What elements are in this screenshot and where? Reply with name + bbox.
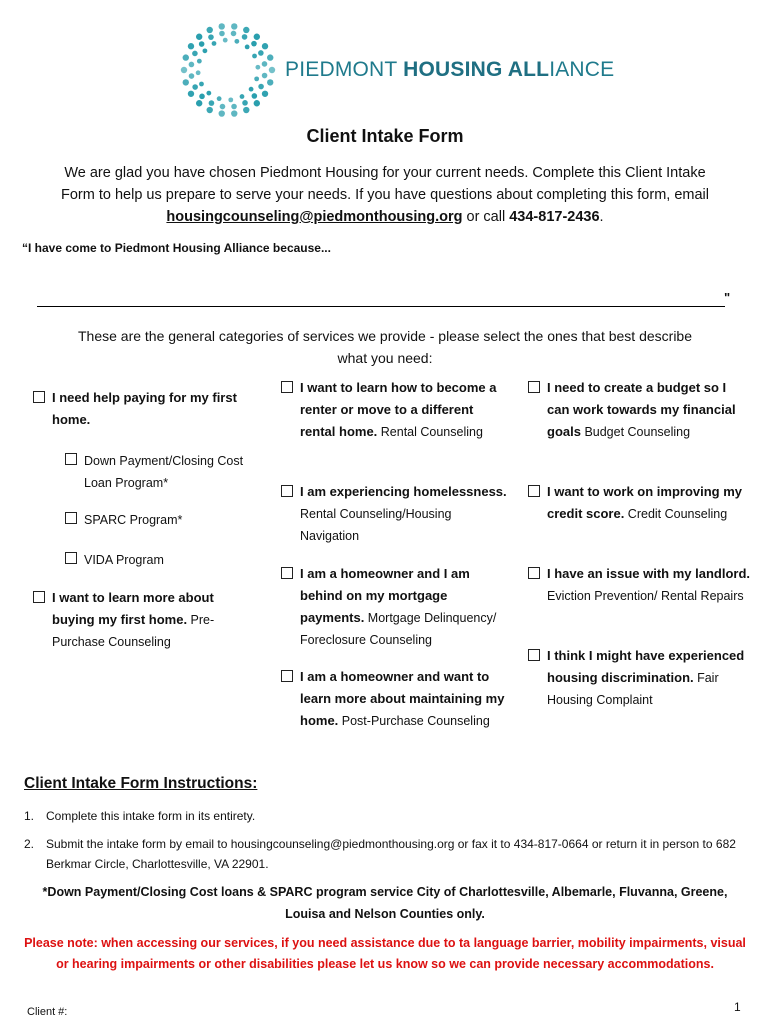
intro-paragraph: We are glad you have chosen Piedmont Housing for your current needs. Complete this Client Intake Form to help us prepare to serve your needs. If you have questions about completing this form, email housingcounseling@piedmonthousing.org or call 434-817-2436. <box>60 165 709 225</box>
logo-dot <box>192 51 198 57</box>
logo-dot <box>207 27 213 33</box>
logo-dot <box>217 96 222 101</box>
logo-dot <box>223 38 228 43</box>
logo-dot <box>267 54 273 60</box>
checkbox-maintain[interactable] <box>281 670 293 682</box>
logo-dot <box>242 34 248 40</box>
logo-dot <box>192 84 198 90</box>
logo-dot <box>254 100 260 106</box>
logo-dot <box>258 50 264 56</box>
page-number: 1 <box>734 1000 741 1014</box>
logo-dot <box>199 41 205 47</box>
logo-dot <box>252 54 257 59</box>
logo-dot <box>231 23 237 29</box>
contact-phone: 434-817-2436 <box>509 209 600 225</box>
logo-dot <box>206 91 211 96</box>
logo-dot <box>252 93 258 99</box>
option-down-payment: Down Payment/Closing Cost Loan Program* <box>84 454 244 490</box>
option-vida: VIDA Program <box>84 553 164 567</box>
checkbox-first-home[interactable] <box>33 391 45 403</box>
logo-dot <box>231 31 237 37</box>
logo-dot <box>262 91 268 97</box>
checkbox-homeless[interactable] <box>281 485 293 497</box>
logo-dot <box>188 91 194 97</box>
logo-dot <box>234 39 239 44</box>
logo-dot <box>219 23 225 29</box>
logo-dot <box>208 34 214 40</box>
logo-dot <box>262 73 268 79</box>
logo-dot <box>199 82 204 87</box>
logo-dot <box>231 110 237 116</box>
logo-dot <box>243 107 249 113</box>
logo-dot <box>183 54 189 60</box>
option-budget: I need to create a budget so I can work towards my financial goals Budget Counseling <box>547 380 736 439</box>
logo-dot <box>220 104 226 110</box>
checkbox-sparc[interactable] <box>65 512 77 524</box>
instructions-heading: Client Intake Form Instructions: <box>24 775 258 792</box>
checkbox-renter[interactable] <box>281 381 293 393</box>
categories-heading: These are the general categories of services we provide - please select the ones that best describe what you need: <box>77 328 692 366</box>
logo-dot <box>262 43 268 49</box>
because-prompt: “I have come to Piedmont Housing Alliance because... <box>22 241 331 255</box>
logo-dot <box>240 94 245 99</box>
logo-dot <box>249 87 254 92</box>
logo-dot <box>196 34 202 40</box>
logo-dot <box>262 61 268 67</box>
logo-dot <box>255 65 260 70</box>
logo-dot <box>181 67 187 73</box>
checkbox-down-payment[interactable] <box>65 453 77 465</box>
logo-dot <box>254 76 259 81</box>
logo-dot <box>189 62 195 68</box>
service-area-footnote: *Down Payment/Closing Cost loans & SPARC program service City of Charlottesville, Albemarle, Fluvanna, Greene, Louisa and Nelson Counties only. <box>42 885 728 921</box>
logo-dot <box>199 94 205 100</box>
logo-dot <box>219 31 225 37</box>
because-answer-line[interactable] <box>37 306 725 307</box>
checkbox-mortgage[interactable] <box>281 567 293 579</box>
client-number-label: Client #: <box>27 1006 68 1018</box>
logo-dot <box>188 43 194 49</box>
checkbox-credit[interactable] <box>528 485 540 497</box>
checkbox-landlord[interactable] <box>528 567 540 579</box>
dotted-circle-logo-icon <box>178 20 278 120</box>
logo-dot <box>189 73 195 79</box>
logo-dot <box>207 107 213 113</box>
logo-dot <box>212 41 217 46</box>
checkbox-learn-buy[interactable] <box>33 591 45 603</box>
option-homeless: I am experiencing homelessness. Rental Counseling/Housing Navigation <box>300 484 507 543</box>
logo-dot <box>269 67 275 73</box>
logo-dot <box>196 100 202 106</box>
checkbox-discrimination[interactable] <box>528 649 540 661</box>
logo-dot <box>242 100 248 106</box>
logo-dot <box>228 97 233 102</box>
org-name: PIEDMONT HOUSING ALLIANCE <box>285 58 615 81</box>
option-renter: I want to learn how to become a renter or move to a different rental home. Rental Counseling <box>300 380 497 439</box>
option-credit: I want to work on improving my credit score. Credit Counseling <box>547 484 743 521</box>
logo-dot <box>219 110 225 116</box>
accessibility-note: Please note: when accessing our services, if you need assistance due to ta language barrier, mobility impairments, visual or hearing impairments or other disabilities please let us know so we can provide necessary accommodations. <box>24 936 746 971</box>
logo-dot <box>267 79 273 85</box>
option-maintain: I am a homeowner and want to learn more about maintaining my home. Post-Purchase Counseling <box>300 669 505 728</box>
option-landlord: I have an issue with my landlord. Eviction Prevention/ Rental Repairs <box>547 566 750 603</box>
contact-email-link[interactable]: housingcounseling@piedmonthousing.org <box>166 209 463 225</box>
option-learn-buy: I want to learn more about buying my first home. Pre-Purchase Counseling <box>52 590 215 649</box>
logo-dot <box>258 84 264 90</box>
logo-dot <box>245 45 250 50</box>
logo-dot <box>209 100 215 106</box>
logo-dot <box>197 59 202 64</box>
checkbox-budget[interactable] <box>528 381 540 393</box>
logo-dot <box>183 79 189 85</box>
logo-dot <box>203 48 208 53</box>
checkbox-vida[interactable] <box>65 552 77 564</box>
logo-dot <box>254 34 260 40</box>
option-mortgage: I am a homeowner and I am behind on my mortgage payments. Mortgage Delinquency/ Foreclosure Counseling <box>300 566 497 647</box>
form-title: Client Intake Form <box>306 126 464 146</box>
logo-dot <box>251 41 257 47</box>
option-first-home: I need help paying for my first home. <box>52 390 237 427</box>
option-discrimination: I think I might have experienced housing discrimination. Fair Housing Complaint <box>547 648 745 707</box>
option-sparc: SPARC Program* <box>84 513 183 527</box>
logo-dot <box>196 70 201 75</box>
logo-dot <box>231 104 237 110</box>
logo-dot <box>243 27 249 33</box>
closing-quote: " <box>724 290 731 305</box>
